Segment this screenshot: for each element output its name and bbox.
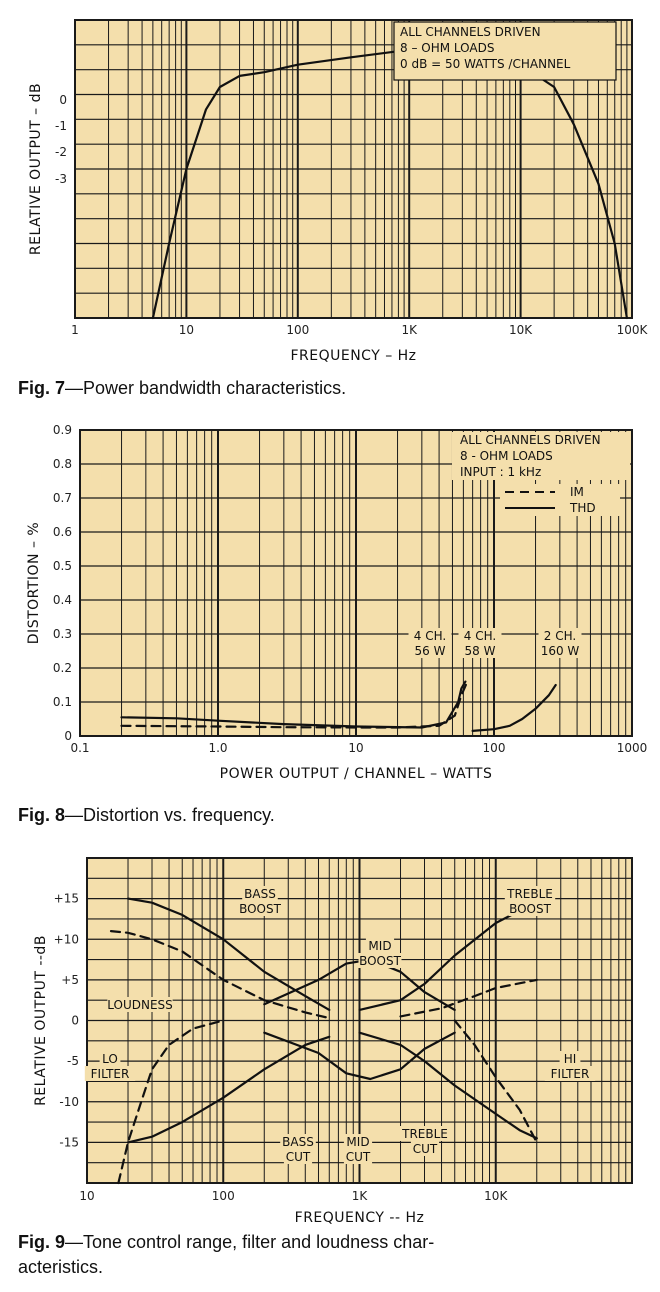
fig9-callout-label: CUT (285, 1150, 311, 1164)
fig8-ytick-label: 0.5 (52, 559, 72, 573)
fig9-callout-label: LO (102, 1052, 118, 1066)
caption-fig9 (18, 1232, 434, 1253)
fig9-ytick-label: 0 (71, 1013, 79, 1028)
fig8-xtick-label: 1000 (616, 741, 648, 755)
fig8-legend-label: THD (570, 501, 596, 515)
fig8-ytick-label: 0.8 (52, 457, 72, 471)
fig7-annotation-line: 0 dB = 50 WATTS /CHANNEL (400, 57, 571, 71)
caption-fig9-line2 (18, 1257, 103, 1278)
fig9-xtick-label: 100 (211, 1189, 235, 1203)
fig7-xtick-label: 10K (509, 323, 533, 337)
fig7-yaxis-title: RELATIVE OUTPUT – dB (28, 82, 44, 256)
fig8-xtick-label: 100 (482, 741, 506, 755)
fig7-xtick-label: 100 (286, 323, 310, 337)
fig8-callout-label: 56 W (414, 644, 446, 658)
fig7-annotation-line: 8 – OHM LOADS (400, 41, 495, 55)
fig9-callout-label: TREBLE (507, 887, 553, 901)
fig9-xtick-label: 10 (79, 1189, 95, 1203)
caption-fig8-number: Fig. 8 (18, 805, 66, 825)
fig9-callout-label: CUT (345, 1150, 371, 1164)
caption-fig8-text: —Distortion vs. frequency. (65, 805, 275, 825)
fig8-ytick-label: 0.1 (52, 695, 72, 709)
fig9-xaxis-title: FREQUENCY -- Hz (294, 1210, 425, 1226)
fig7-ytick-label: -2 (55, 145, 67, 159)
caption-fig9-text2: acteristics. (18, 1257, 104, 1277)
fig9-callout-label: MID (368, 939, 392, 953)
caption-fig9-text: —Tone control range, filter and loudness char- (65, 1232, 435, 1252)
caption-fig8 (18, 805, 275, 826)
fig8-ytick-label: 0.3 (52, 627, 72, 641)
fig9-callout-label: FILTER (90, 1067, 130, 1081)
fig9-ytick-label: +15 (53, 891, 79, 906)
fig7-ytick-label: -1 (55, 119, 67, 133)
fig8-xtick-label: 0.1 (70, 741, 90, 755)
fig8-callout-label: 58 W (464, 644, 496, 658)
caption-fig7-number: Fig. 7 (18, 378, 66, 398)
fig9-callout-label: MID (346, 1135, 370, 1149)
fig9-callout-label: FILTER (550, 1067, 590, 1081)
fig8-legend-label: IM (570, 485, 584, 499)
fig7-xtick-label: 10 (178, 323, 195, 337)
fig9-callout-label: TREBLE (402, 1127, 448, 1141)
fig9-ytick-label: +5 (61, 972, 79, 987)
fig9-ytick-label: -15 (59, 1135, 79, 1150)
fig7-annotation-line: ALL CHANNELS DRIVEN (400, 25, 541, 39)
caption-fig7 (18, 378, 346, 399)
fig8-ytick-label: 0.2 (52, 661, 72, 675)
fig9-ytick-label: -10 (59, 1094, 79, 1109)
fig7-xtick-label: 1 (71, 323, 79, 337)
fig8-callout-label: 2 CH. (543, 629, 577, 643)
fig9-ytick-label: -5 (67, 1054, 79, 1069)
fig9-callout-label: BOOST (239, 902, 281, 916)
fig9-ytick-label: +10 (53, 932, 79, 947)
caption-fig7-text: —Power bandwidth characteristics. (65, 378, 347, 398)
fig9-xtick-label: 1K (351, 1189, 368, 1203)
fig9-callout-label: BOOST (359, 954, 401, 968)
fig7-xtick-label: 100K (616, 323, 648, 337)
fig7-xaxis-title: FREQUENCY – Hz (290, 348, 417, 364)
fig8-annotation-line: ALL CHANNELS DRIVEN (460, 433, 601, 447)
fig8-legend-bg (500, 484, 620, 500)
fig8-ytick-label: 0.4 (52, 593, 72, 607)
fig8-yaxis-title: DISTORTION – % (26, 521, 42, 645)
fig8-callout-label: 4 CH. (413, 629, 447, 643)
fig7-ytick-label: -3 (55, 172, 67, 186)
fig8-ytick-label: 0.6 (52, 525, 72, 539)
fig8-callout-label: 4 CH. (463, 629, 497, 643)
fig8-ytick-label: 0.9 (52, 423, 72, 437)
fig9-callout-label: BASS (244, 887, 276, 901)
caption-fig9-number: Fig. 9 (18, 1232, 66, 1252)
fig9-callout-label: BOOST (509, 902, 551, 916)
fig9-callout-label: HI (563, 1052, 577, 1066)
fig8-xtick-label: 10 (348, 741, 364, 755)
fig8-annotation-line: 8 - OHM LOADS (460, 449, 553, 463)
fig7-ytick-label: 0 (59, 93, 67, 107)
fig9-yaxis-title: RELATIVE OUTPUT --dB (33, 935, 49, 1106)
fig9-xtick-label: 10K (484, 1189, 508, 1203)
fig8-xtick-label: 1.0 (208, 741, 228, 755)
fig9-callout-label: LOUDNESS (107, 998, 173, 1012)
fig8-ytick-label: 0 (64, 729, 72, 743)
fig8-xaxis-title: POWER OUTPUT / CHANNEL – WATTS (219, 766, 493, 782)
fig9-callout-label: CUT (412, 1142, 438, 1156)
fig8-callout-label: 160 W (540, 644, 580, 658)
fig8-annotation-line: INPUT : 1 kHz (460, 465, 542, 479)
fig8-ytick-label: 0.7 (52, 491, 72, 505)
fig7-xtick-label: 1K (401, 323, 417, 337)
fig9-callout-label: BASS (282, 1135, 314, 1149)
